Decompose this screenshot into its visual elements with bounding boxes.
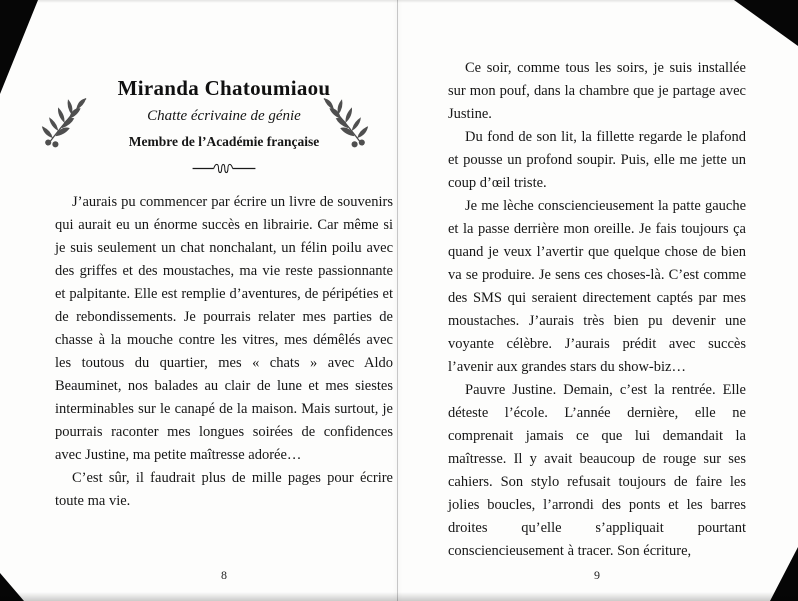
- body-paragraph: J’aurais pu commencer par écrire un livre de souvenirs qui aurait eu un énorme succès en librairie. Car même si je suis seulement un chat nonchalant, un félin poilu avec des griffes et des moustaches, ma vie reste passionnante et palpitante. Elle est remplie d’aventures, de péripéties et de rebondissements. Je pourrais relater mes parties de chasse à la mouche contre les vitres, mes démêlés avec les toutous du quartier, mes « chats » avec Aldo Beauminet, nos balades au clair de lune et mes siestes interminables sur le canapé de la maison. Mais surtout, je pourrais raconter mes longues soirées de confidences avec Justine, ma petite maîtresse adorée…: [55, 194, 393, 463]
- body-paragraph: C’est sûr, il faudrait plus de mille pages pour écrire toute ma vie.: [55, 470, 393, 509]
- olive-branch-right-icon: [315, 90, 369, 150]
- page-affiliation: Membre de l’Académie française: [128, 134, 320, 149]
- page-number-right: 9: [594, 568, 600, 582]
- page-top-edge: [0, 0, 798, 3]
- page-bottom-edge: [0, 592, 798, 601]
- body-paragraph: Ce soir, comme tous les soirs, je suis installée sur mon pouf, dans la chambre que je partage avec Justine.: [448, 60, 746, 122]
- right-page: [448, 0, 746, 601]
- page-number-left: 8: [221, 568, 227, 582]
- body-paragraph: Je me lèche consciencieusement la patte gauche et la passe derrière mon oreille. Je fais toujours ça quand je veux l’avertir que quelque chose de bien va se produire. Je sens ces choses-là. C’est comme des SMS qui seraient directement captés par mes moustaches. J’aurais très bien pu devenir une voyante célèbre. J’aurais prédit avec succès l’avenir aux grandes stars du show-biz…: [448, 198, 746, 375]
- chapter-header: [55, 76, 393, 177]
- left-page-body: [55, 191, 393, 513]
- page-subtitle: Chatte écrivaine de génie: [147, 108, 301, 124]
- olive-branch-left-icon: [41, 90, 95, 150]
- corner-shadow-top-left: [0, 0, 38, 94]
- body-paragraph: Pauvre Justine. Demain, c’est la rentrée. Elle déteste l’école. L’année dernière, elle ne comprenait jamais ce que lui demandait la maîtresse. Il y avait beaucoup de rouge sur ses cahiers. Son stylo refusait toujours de faire les jolies boucles, l’arrondi des ponts et les barres droites qu’elle s’appliquait pourtant consciencieusement à tracer. Son écriture,: [448, 382, 746, 559]
- page-gutter-line: [397, 0, 398, 601]
- body-paragraph: Du fond de son lit, la fillette regarde le plafond et pousse un profond soupir. Puis, elle me jette un coup d’œil triste.: [448, 129, 746, 191]
- rope-divider-icon: [55, 161, 393, 177]
- right-page-body: [448, 57, 746, 563]
- left-page: [55, 0, 393, 601]
- page-title: Miranda Chatoumiaou: [117, 76, 331, 100]
